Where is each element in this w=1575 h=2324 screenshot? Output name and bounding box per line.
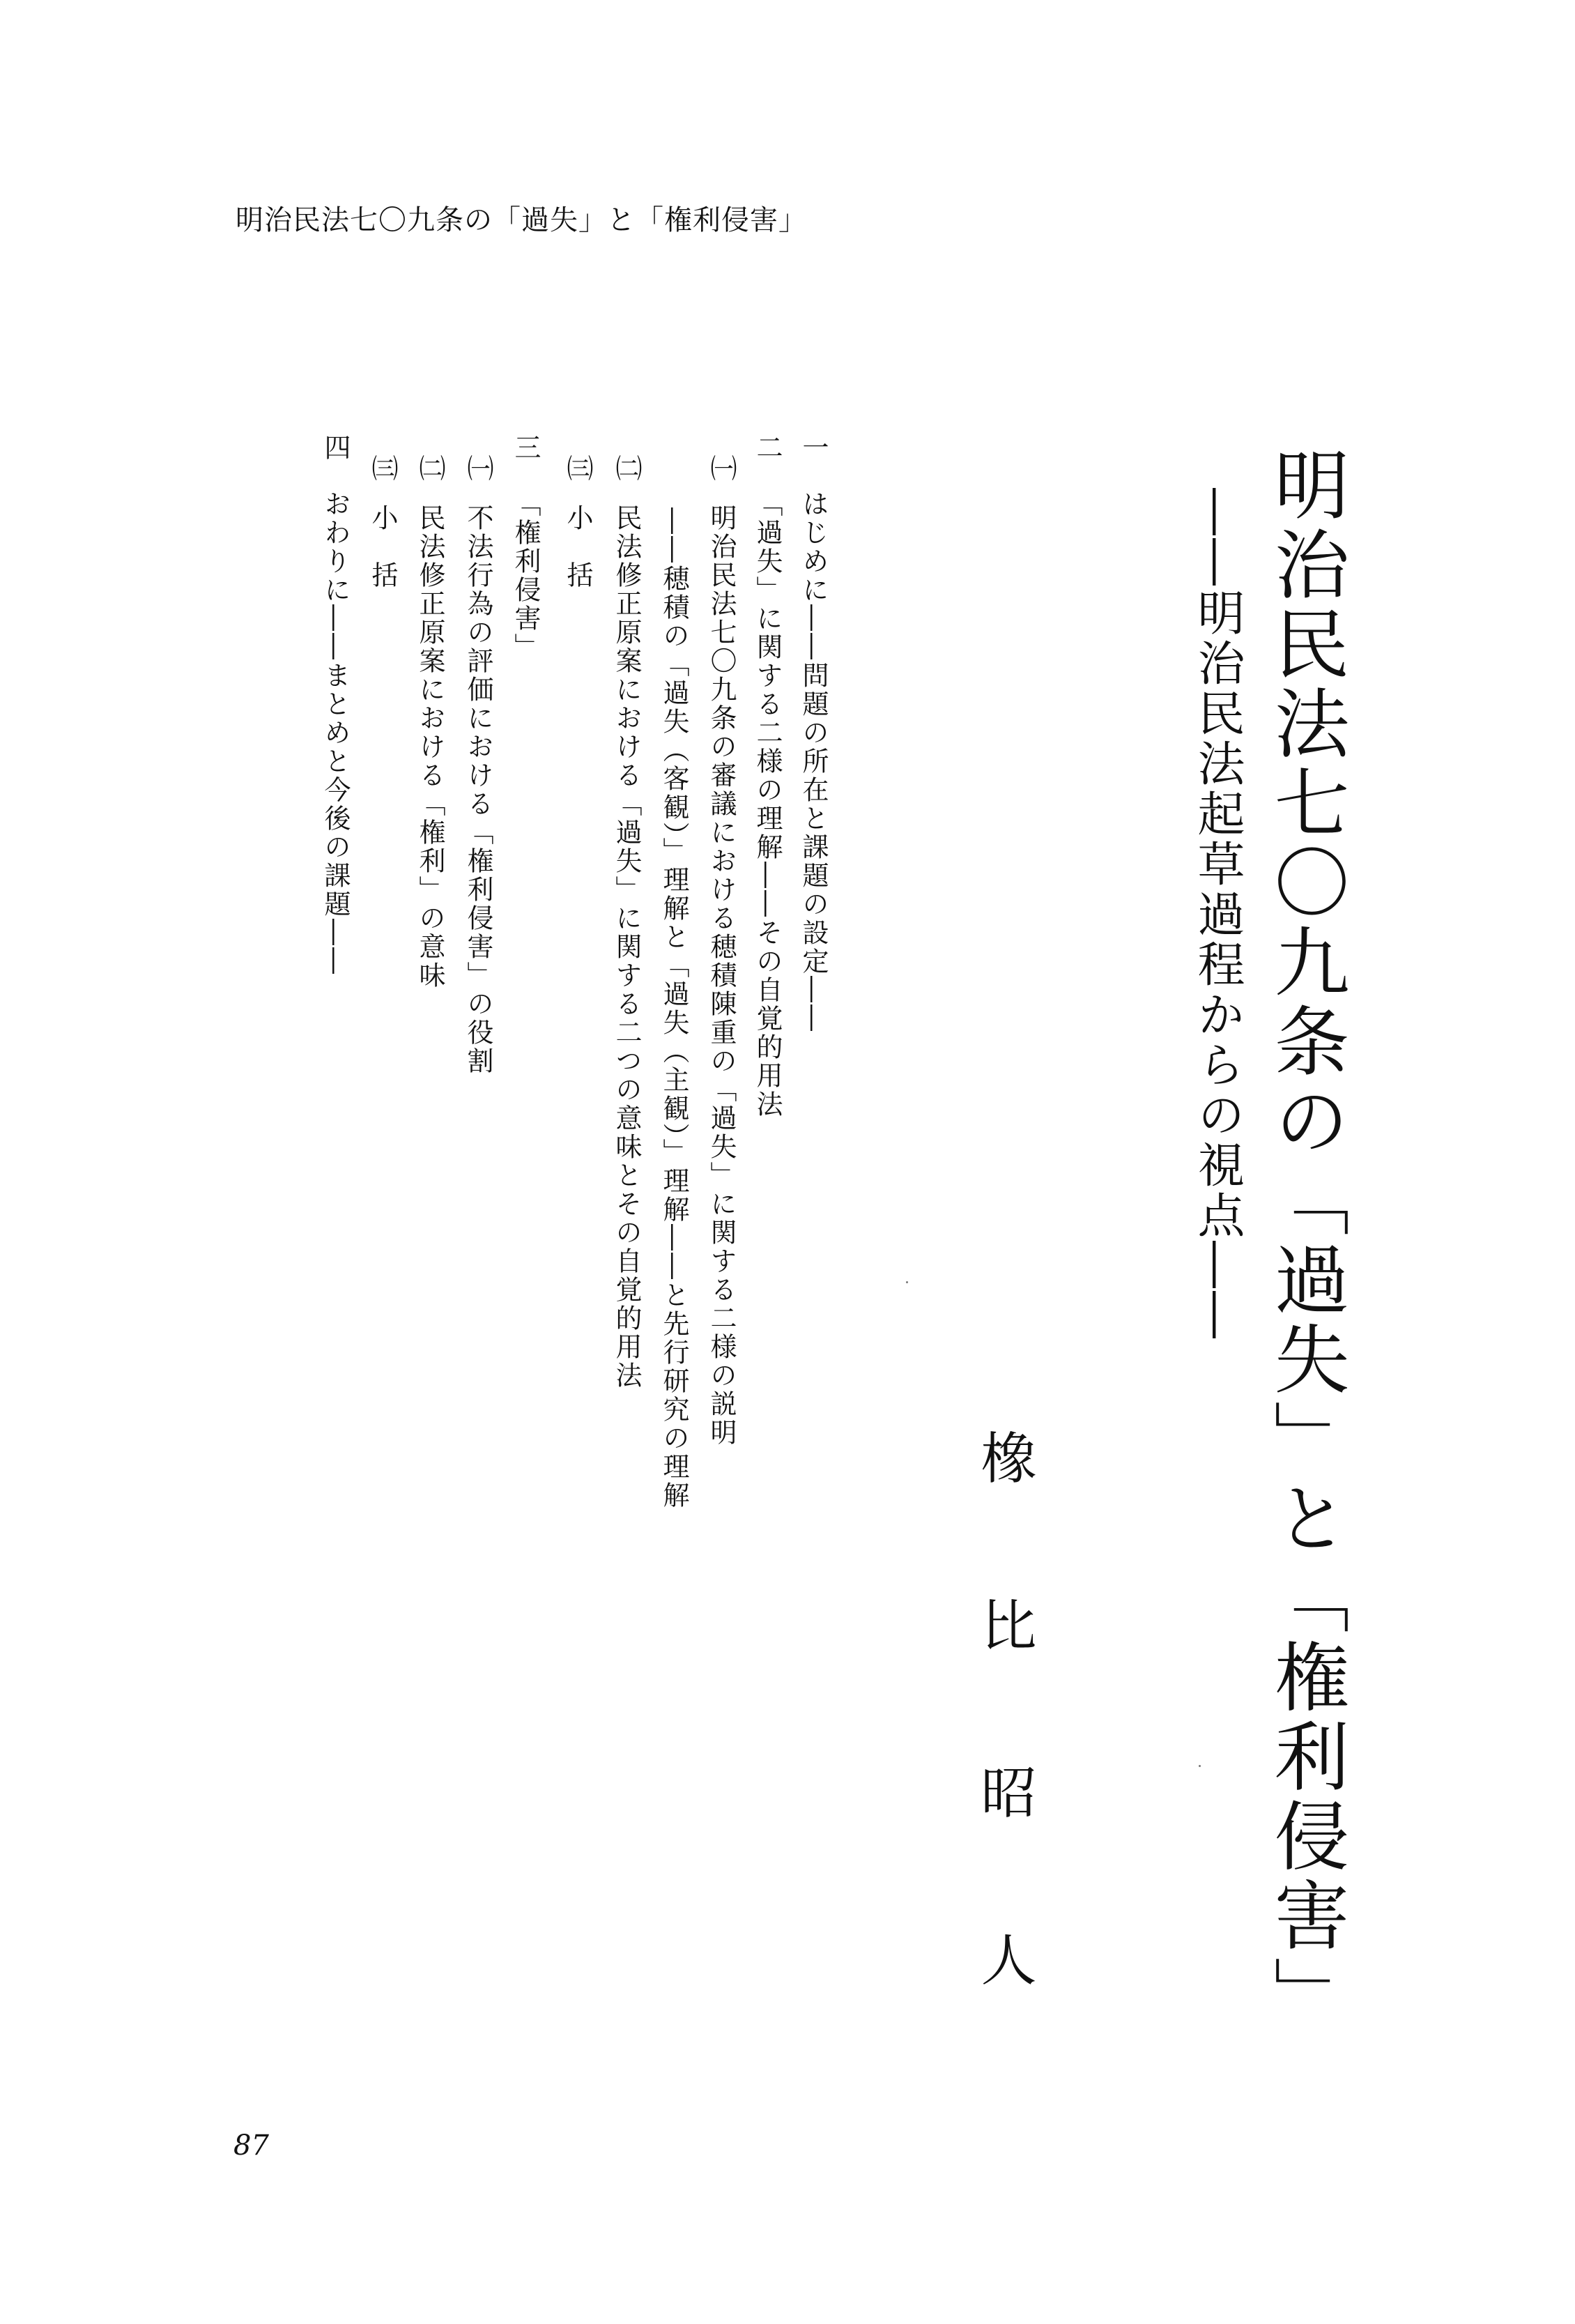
toc-entry [754,434,781,1119]
scan-speck [1199,1765,1201,1767]
scan-speck [906,1281,908,1283]
toc-text: 不法行為の評価における「権利侵害」の役割 [463,504,493,1076]
running-header: 明治民法七〇九条の「過失」と「権利侵害」 [236,204,807,236]
author-name: 橡比昭人 [971,1429,1036,2098]
toc-number: ㈡ [611,454,642,483]
toc-text: 小 括 [367,504,398,590]
toc-text: 民法修正原案における「過失」に関する二つの意味とその自覚的用法 [611,504,642,1390]
toc-number: ㈢ [562,454,593,483]
toc-entry [320,434,351,976]
toc-entry [800,434,827,1033]
toc-text: 「権利侵害」 [510,490,541,662]
toc-entry [613,454,640,1390]
toc-number: 二 [752,434,783,462]
toc-number: ㈡ [415,454,445,483]
toc-text: おわりに――まとめと今後の課題―― [320,490,351,976]
article-title: 明治民法七〇九条の「過失」と「権利侵害」 [1261,446,1349,2035]
toc-entry [512,434,539,662]
toc-number: 四 [320,434,351,462]
toc-number: 三 [510,434,541,462]
toc-entry [465,454,491,1076]
toc-entry [661,507,687,1510]
toc-entry [369,454,396,590]
toc-text: 「過失」に関する二様の理解――その自覚的用法 [752,490,783,1119]
article-subtitle: ――明治民法起草過程からの視点―― [1190,488,1245,1341]
toc-number: 一 [798,434,829,462]
toc-entry [417,454,443,990]
toc-entry [564,454,591,590]
toc-number: ㈢ [367,454,398,483]
toc-text: 小 括 [562,504,593,590]
toc-text: ――穂積の「過失（客観）」理解と「過失（主観）」理解――と先行研究の理解 [659,507,689,1510]
toc-text: 民法修正原案における「権利」の意味 [415,504,445,990]
toc-number: ㈠ [463,454,493,483]
page-number: 87 [233,2130,269,2162]
toc-number: ㈠ [706,454,737,483]
toc-entry [708,454,735,1447]
toc-text: 明治民法七〇九条の審議における穂積陳重の「過失」に関する二様の説明 [706,504,737,1447]
toc-text: はじめに――問題の所在と課題の設定―― [798,490,829,1033]
